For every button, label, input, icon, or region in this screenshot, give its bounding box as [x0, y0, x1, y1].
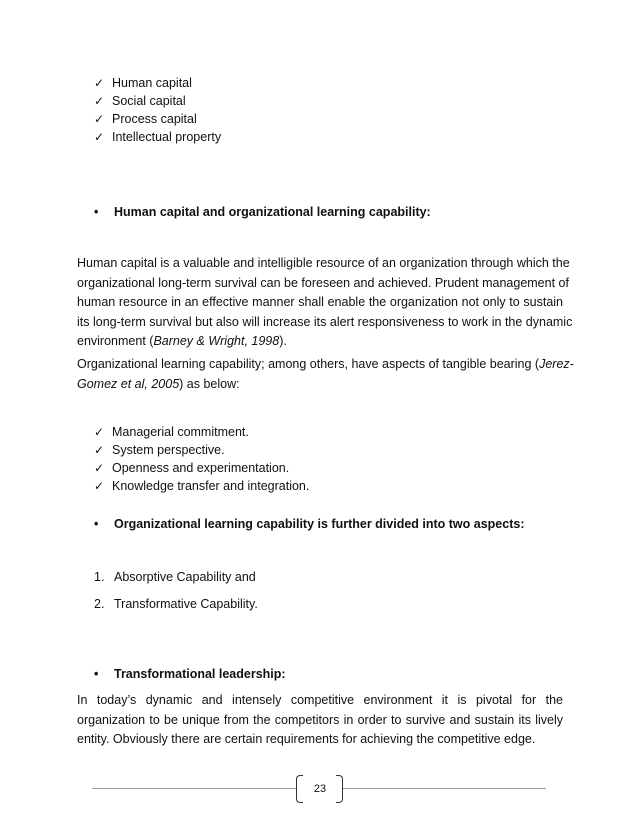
citation: Jerez-	[539, 357, 574, 371]
bullet-icon: •	[94, 517, 99, 531]
list-item: ✓ Openness and experimentation.	[94, 461, 290, 475]
list-item: ✓ Managerial commitment.	[94, 425, 249, 439]
paragraph-human-capital: Human capital is a valuable and intelligible resource of an organization through which the organizational long-term survival can be foreseen and achieved. Prudent management of human resource in an effective manner shall enable the organization not only to sustain its long-term survival but also will increase its alert responsiveness to work in the dynamic environment (Barney & Wright, 1998).	[77, 256, 573, 348]
paragraph-learning-capability: Organizational learning capability; among others, have aspects of tangible bearing (Jerez- Gomez et al, 2005) as below:	[77, 357, 574, 391]
checkmark-icon: ✓	[94, 425, 105, 439]
checkmark-icon: ✓	[94, 479, 105, 493]
citation: Gomez et al, 2005	[77, 376, 180, 391]
checkmark-icon: ✓	[94, 130, 105, 144]
list-item: ✓ Intellectual property	[94, 130, 222, 144]
list-item: ✓ Process capital	[94, 112, 197, 126]
footer-divider-left	[92, 788, 296, 789]
document-page: ✓ Human capital ✓ Social capital ✓ Process capital ✓ Intellectual property • Human capital and organizational learning capability: Human capital is a valuable and intelligible resource of an organization through which the organizational long-term survival can be foreseen and achieved. Prudent management of human resource in an effective manner shall enable the organization not only to sustain its long-term survival but also will increase its alert responsiveness to work in the dynamic environment (Barney & Wright, 1998). Organizational learning capability; among others, have aspects of tangible bearing (Jerez- Gomez et al, 2005) as below: ✓ Managerial commitment. ✓ System perspective. ✓ Openness and experimentation. ✓ Knowledge transfer and integration. • Organizational learning capability is further divided into two aspects: 1. Absorptive Capability and 2. Transformative Capability. • Transformational leadership: In today’s dynamic and intensely competitive environment it is pivotal for the organization to be unique from the competitors in order to survive and sustain its lively entity. Obviously there are certain requirements for achieving the competitive edge. 23	[0, 0, 638, 826]
capital-checklist	[94, 74, 221, 146]
checkmark-icon: ✓	[94, 443, 105, 457]
checkmark-icon: ✓	[94, 461, 105, 475]
checkmark-icon: ✓	[94, 94, 105, 108]
list-item: ✓ Knowledge transfer and integration.	[94, 479, 310, 493]
citation: Barney & Wright, 1998	[153, 334, 280, 348]
list-item: ✓ Social capital	[94, 94, 186, 108]
checkmark-icon: ✓	[94, 76, 105, 90]
list-item: ✓ System perspective.	[94, 443, 225, 457]
page-number: 23	[313, 783, 327, 795]
aspects-checklist	[94, 423, 309, 495]
paragraph-transformational-leadership: In today’s dynamic and intensely competitive environment it is pivotal for the organization to be unique from the competitors in order to survive and sustain its lively entity. Obviously there are certain requirements for achieving the competitive edge.	[77, 693, 563, 746]
footer-divider-right	[342, 788, 546, 789]
list-item: ✓ Human capital	[94, 76, 192, 90]
bullet-icon: •	[94, 205, 99, 219]
checkmark-icon: ✓	[94, 112, 105, 126]
bullet-icon: •	[94, 667, 99, 681]
